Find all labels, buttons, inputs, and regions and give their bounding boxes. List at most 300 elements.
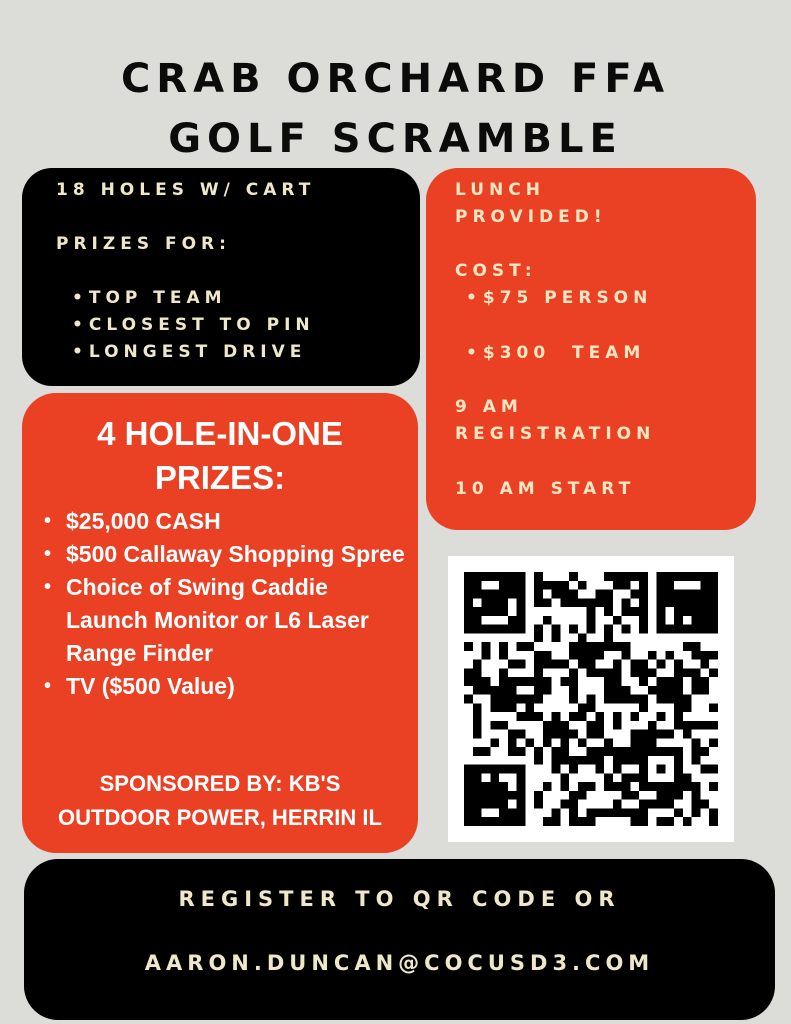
qr-module [490,817,499,826]
qr-module [604,668,613,677]
qr-module [700,607,709,616]
qr-module [700,651,709,660]
qr-module [517,642,526,651]
qr-module [630,817,639,826]
qr-module [473,668,482,677]
qr-module [700,598,709,607]
qr-module [639,581,648,590]
qr-module [613,660,622,669]
qr-module [464,572,473,581]
qr-module [490,625,499,634]
qr-module [473,625,482,634]
qr-module [490,598,499,607]
qr-module [499,703,508,712]
qr-module [464,800,473,809]
qr-module [534,590,543,599]
qr-module [560,677,569,686]
qr-module [648,686,657,695]
qr-module [499,572,508,581]
qr-module [490,686,499,695]
qr-module [630,660,639,669]
qr-module [674,756,683,765]
qr-module [517,677,526,686]
qr-module [622,651,631,660]
qr-module [552,633,561,642]
qr-module [674,703,683,712]
qr-module [630,791,639,800]
qr-module [517,590,526,599]
qr-module [604,686,613,695]
qr-module [639,800,648,809]
qr-module [639,703,648,712]
qr-module [482,572,491,581]
prize-category-item: • LONGEST DRIVE [72,342,306,362]
qr-module [473,677,482,686]
qr-module [473,800,482,809]
qr-module [578,791,587,800]
qr-module [464,625,473,634]
qr-module [665,572,674,581]
title-line-1: CRAB ORCHARD FFA [120,56,671,102]
qr-module [508,817,517,826]
qr-module [508,747,517,756]
qr-module [482,800,491,809]
qr-module [569,756,578,765]
qr-module [578,598,587,607]
qr-module [674,598,683,607]
qr-module [604,607,613,616]
qr-module [665,581,674,590]
qr-module [622,773,631,782]
prizes-heading-line-2: PRIZES: [154,459,286,496]
qr-module [595,590,604,599]
qr-module [657,625,666,634]
qr-module [595,712,604,721]
qr-module [692,721,701,730]
qr-module [630,808,639,817]
qr-module [569,712,578,721]
prizes-heading-line-1: 4 HOLE-IN-ONE [97,415,343,452]
qr-module [499,668,508,677]
contact-email[interactable]: AARON.DUNCAN@COCUSD3.COM [144,951,655,975]
qr-module [560,721,569,730]
qr-module [604,590,613,599]
qr-module [683,817,692,826]
qr-module [560,782,569,791]
start-time: 10 AM START [455,479,636,499]
qr-module [534,633,543,642]
qr-module [499,625,508,634]
qr-module [648,747,657,756]
qr-module [692,677,701,686]
qr-module [674,712,683,721]
qr-module [613,712,622,721]
qr-module [473,730,482,739]
qr-module [517,598,526,607]
qr-module [508,581,517,590]
qr-module [613,581,622,590]
qr-module [508,730,517,739]
qr-module [560,590,569,599]
title-line-2: GOLF SCRAMBLE [168,116,623,162]
qr-module [665,598,674,607]
qr-module [490,572,499,581]
qr-module [630,773,639,782]
qr-module [578,642,587,651]
qr-module [464,773,473,782]
qr-module [517,625,526,634]
qr-module [508,660,517,669]
qr-module [674,721,683,730]
qr-module [692,642,701,651]
qr-module [657,791,666,800]
qr-module [560,800,569,809]
qr-module [517,773,526,782]
qr-module [692,738,701,747]
qr-module [482,598,491,607]
qr-module [604,808,613,817]
qr-module [534,686,543,695]
qr-module [587,598,596,607]
qr-module [464,791,473,800]
qr-module [578,738,587,747]
qr-module [657,765,666,774]
qr-module [473,791,482,800]
qr-module [657,590,666,599]
qr-module [700,625,709,634]
qr-module [613,765,622,774]
qr-module [543,686,552,695]
qr-module [665,730,674,739]
qr-module [604,677,613,686]
qr-module [639,598,648,607]
qr-module [473,808,482,817]
qr-module [709,598,718,607]
qr-module [613,808,622,817]
qr-module [552,712,561,721]
qr-module [630,756,639,765]
qr-module [464,765,473,774]
qr-module [499,800,508,809]
qr-module [534,598,543,607]
qr-module [587,695,596,704]
qr-module [709,668,718,677]
qr-module [482,642,491,651]
qr-module [700,616,709,625]
qr-module [464,817,473,826]
prize-category-item: • CLOSEST TO PIN [72,315,315,335]
qr-module [595,765,604,774]
qr-module [517,581,526,590]
qr-module [543,782,552,791]
qr-module [709,572,718,581]
qr-module [464,782,473,791]
qr-module [517,782,526,791]
qr-module [683,773,692,782]
qr-module [587,817,596,826]
qr-module [543,677,552,686]
qr-module [517,730,526,739]
qr-module [639,738,648,747]
qr-module [648,738,657,747]
list-item: • $500 Callaway Shopping Spree [44,538,414,571]
qr-module [560,598,569,607]
qr-module [482,686,491,695]
qr-module [552,581,561,590]
qr-module [587,721,596,730]
qr-module [517,800,526,809]
qr-module [587,642,596,651]
qr-module [525,738,534,747]
qr-module [517,765,526,774]
qr-module [517,817,526,826]
qr-module [604,782,613,791]
qr-module [613,782,622,791]
qr-module [683,703,692,712]
qr-module [639,765,648,774]
qr-module [543,581,552,590]
qr-module [464,677,473,686]
qr-module [482,791,491,800]
qr-module [639,572,648,581]
qr-module [490,703,499,712]
qr-module [525,642,534,651]
qr-module [508,590,517,599]
qr-module [473,572,482,581]
qr-module [499,765,508,774]
qr-module [692,808,701,817]
qr-module [709,703,718,712]
qr-module [473,712,482,721]
qr-module [639,782,648,791]
qr-module [639,817,648,826]
qr-module [490,800,499,809]
qr-module [665,625,674,634]
prizes-for-label: PRIZES FOR: [56,234,231,254]
qr-module [604,625,613,634]
qr-module [657,782,666,791]
qr-module [569,791,578,800]
qr-module [622,782,631,791]
qr-module [613,642,622,651]
qr-module [482,817,491,826]
qr-module [473,782,482,791]
qr-module [569,765,578,774]
qr-module [473,747,482,756]
qr-module [709,738,718,747]
qr-module [709,808,718,817]
qr-module [692,800,701,809]
qr-module [665,590,674,599]
qr-module [657,695,666,704]
info-box [22,168,420,386]
qr-module [569,625,578,634]
qr-module [622,642,631,651]
qr-module [648,782,657,791]
qr-module [578,756,587,765]
qr-module [692,686,701,695]
qr-module [595,668,604,677]
qr-module [517,791,526,800]
qr-module [464,668,473,677]
qr-module [639,747,648,756]
qr-module [630,747,639,756]
qr-module [630,590,639,599]
qr-module [525,712,534,721]
qr-module [587,782,596,791]
qr-module [622,791,631,800]
qr-module [578,660,587,669]
qr-module [657,572,666,581]
qr-module [543,730,552,739]
qr-module [587,703,596,712]
qr-module [639,677,648,686]
qr-module [552,817,561,826]
qr-module [665,686,674,695]
qr-module [665,677,674,686]
qr-module [657,712,666,721]
qr-module [569,695,578,704]
qr-module [490,607,499,616]
qr-module [587,625,596,634]
qr-module [490,738,499,747]
cost-person: • $75 PERSON [466,288,652,308]
qr-module [473,721,482,730]
qr-module [543,721,552,730]
qr-module [709,590,718,599]
qr-module [508,572,517,581]
qr-module [674,808,683,817]
qr-module [709,616,718,625]
qr-module [552,625,561,634]
qr-module [499,642,508,651]
qr-module [499,607,508,616]
qr-module [578,712,587,721]
qr-module [534,756,543,765]
qr-module [683,590,692,599]
qr-module [508,791,517,800]
qr-module [525,703,534,712]
qr-module [674,590,683,599]
qr-module [490,590,499,599]
qr-module [674,668,683,677]
qr-module [604,695,613,704]
qr-module [534,660,543,669]
sponsor-line-1: SPONSORED BY: KB'S [99,771,341,796]
qr-module [674,572,683,581]
qr-module [490,773,499,782]
qr-module [700,572,709,581]
qr-module [517,607,526,616]
qr-module [683,598,692,607]
qr-module [622,756,631,765]
qr-module [569,730,578,739]
qr-module [534,800,543,809]
qr-module [473,817,482,826]
qr-module [674,695,683,704]
qr-module [569,800,578,809]
qr-module [630,572,639,581]
qr-module [613,686,622,695]
qr-module [552,590,561,599]
qr-module [630,607,639,616]
qr-module [569,590,578,599]
qr-module [534,572,543,581]
qr-module [700,581,709,590]
qr-module [587,668,596,677]
time-line-2: REGISTRATION [455,424,656,444]
qr-module [700,590,709,599]
qr-module [482,651,491,660]
qr-module [692,598,701,607]
qr-module [639,625,648,634]
qr-module [490,791,499,800]
qr-module [622,695,631,704]
qr-module [613,668,622,677]
qr-module [709,765,718,774]
qr-module [692,747,701,756]
qr-module [630,695,639,704]
qr-module [674,616,683,625]
qr-module [464,808,473,817]
qr-module [508,625,517,634]
qr-module [560,747,569,756]
qr-module [543,660,552,669]
qr-module [464,695,473,704]
qr-module [709,782,718,791]
qr-module [692,607,701,616]
prizes-list [44,505,414,703]
qr-module [482,677,491,686]
qr-module [692,668,701,677]
registration-qr-code[interactable] [448,556,734,842]
qr-module [613,695,622,704]
qr-module [508,686,517,695]
qr-module [683,572,692,581]
qr-module [683,695,692,704]
qr-module [622,808,631,817]
qr-module [569,808,578,817]
qr-module [648,651,657,660]
qr-module [665,747,674,756]
qr-module [490,695,499,704]
qr-module [709,607,718,616]
qr-module [578,703,587,712]
qr-module [657,660,666,669]
qr-module [657,730,666,739]
qr-module [543,738,552,747]
qr-module [499,677,508,686]
qr-module [560,756,569,765]
qr-module [639,695,648,704]
qr-module [709,721,718,730]
qr-module [543,817,552,826]
qr-module [622,598,631,607]
qr-module [569,686,578,695]
qr-module [674,660,683,669]
qr-module [595,747,604,756]
qr-module [604,773,613,782]
qr-module [604,738,613,747]
qr-module [674,765,683,774]
qr-module [622,581,631,590]
qr-module [639,773,648,782]
qr-module [473,686,482,695]
qr-module [473,616,482,625]
qr-module [517,660,526,669]
list-item: • $25,000 CASH [44,505,414,538]
qr-module [700,765,709,774]
